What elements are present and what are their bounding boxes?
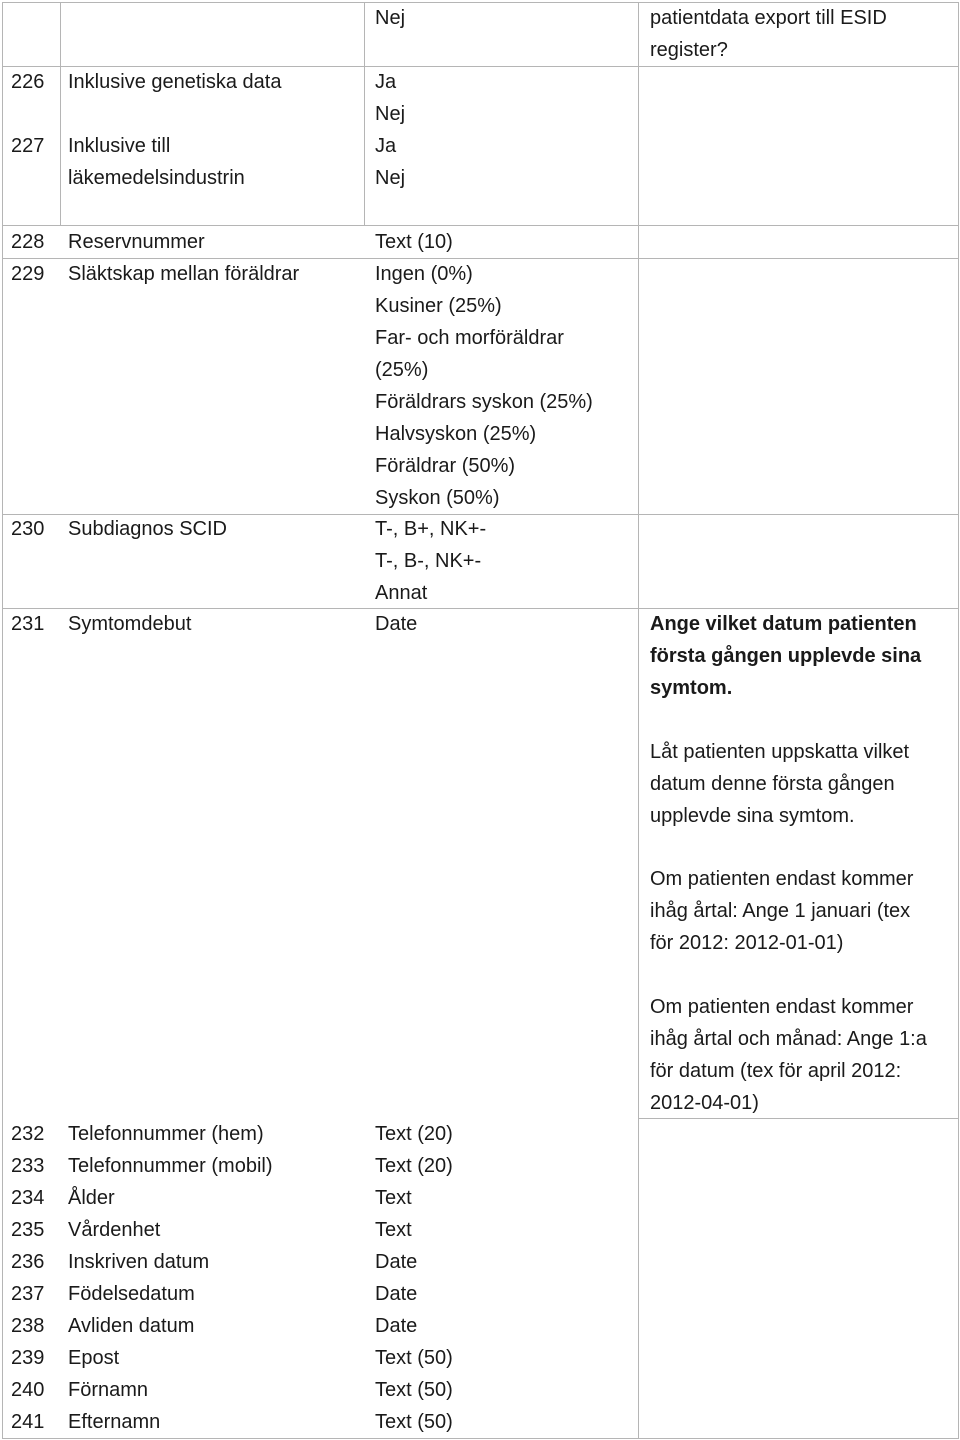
- field-type: Text (10): [375, 231, 453, 253]
- field-name: Födelsedatum: [68, 1283, 195, 1305]
- field-option: Nej: [375, 7, 406, 29]
- field-description: ihåg årtal och månad: Ange 1:a: [650, 1028, 927, 1050]
- field-description: Om patienten endast kommer: [650, 868, 914, 890]
- field-type: Text (50): [375, 1347, 453, 1369]
- field-type: Text: [375, 1219, 412, 1241]
- row-divider: [2, 1438, 959, 1439]
- field-description-bold: Ange vilket datum patienten: [650, 613, 917, 635]
- field-description-bold: första gången upplevde sina: [650, 645, 922, 667]
- field-option: Far- och morföräldrar: [375, 327, 564, 349]
- field-type: Date: [375, 1315, 418, 1337]
- field-description: patientdata export till ESID: [650, 7, 887, 29]
- field-description: upplevde sina symtom.: [650, 805, 855, 827]
- field-description: för datum (tex för april 2012:: [650, 1060, 902, 1082]
- field-name: Avliden datum: [68, 1315, 195, 1337]
- field-option: Ingen (0%): [375, 263, 473, 285]
- row-number: 232: [11, 1123, 45, 1145]
- row-number: 234: [11, 1187, 45, 1209]
- field-option: Kusiner (25%): [375, 295, 502, 317]
- row-number: 227: [11, 135, 45, 157]
- field-option: (25%): [375, 359, 429, 381]
- column-divider-3: [638, 2, 639, 1439]
- row-number: 240: [11, 1379, 45, 1401]
- field-type: Text (50): [375, 1379, 453, 1401]
- field-name: Ålder: [68, 1187, 115, 1209]
- row-number: 236: [11, 1251, 45, 1273]
- row-number: 239: [11, 1347, 45, 1369]
- field-option: Syskon (50%): [375, 487, 500, 509]
- field-name: Telefonnummer (mobil): [68, 1155, 273, 1177]
- field-name: Inskriven datum: [68, 1251, 210, 1273]
- column-divider-1: [60, 2, 61, 226]
- field-name: läkemedelsindustrin: [68, 167, 245, 189]
- row-number: 226: [11, 71, 45, 93]
- field-description: 2012-04-01): [650, 1092, 759, 1114]
- field-name: Släktskap mellan föräldrar: [68, 263, 300, 285]
- field-name: Reservnummer: [68, 231, 205, 253]
- field-option: Nej: [375, 167, 406, 189]
- row-number: 230: [11, 518, 45, 540]
- field-name: Inklusive genetiska data: [68, 71, 282, 93]
- field-option: Föräldrar (50%): [375, 455, 516, 477]
- field-option: T-, B-, NK+-: [375, 550, 482, 572]
- field-option: Nej: [375, 103, 406, 125]
- field-description: Om patienten endast kommer: [650, 996, 914, 1018]
- field-option: Ja: [375, 71, 397, 93]
- field-option: Ja: [375, 135, 397, 157]
- field-type: Text (20): [375, 1155, 453, 1177]
- row-number: 231: [11, 613, 45, 635]
- field-type: Text (20): [375, 1123, 453, 1145]
- field-description: för 2012: 2012-01-01): [650, 932, 844, 954]
- field-option: T-, B+, NK+-: [375, 518, 487, 540]
- field-description: datum denne första gången: [650, 773, 895, 795]
- field-type: Date: [375, 613, 418, 635]
- field-name: Subdiagnos SCID: [68, 518, 227, 540]
- field-name: Inklusive till: [68, 135, 171, 157]
- field-option: Föräldrars syskon (25%): [375, 391, 593, 413]
- field-name: Symtomdebut: [68, 613, 192, 635]
- field-type: Date: [375, 1251, 418, 1273]
- row-number: 228: [11, 231, 45, 253]
- column-divider-2: [364, 2, 365, 226]
- field-option: Annat: [375, 582, 428, 604]
- field-description-bold: symtom.: [650, 677, 733, 699]
- table-border-right: [958, 2, 959, 1439]
- row-number: 241: [11, 1411, 45, 1433]
- field-type: Date: [375, 1283, 418, 1305]
- field-type: Text (50): [375, 1411, 453, 1433]
- field-name: Epost: [68, 1347, 120, 1369]
- field-option: Halvsyskon (25%): [375, 423, 537, 445]
- table-border-left: [2, 2, 3, 1439]
- row-number: 238: [11, 1315, 45, 1337]
- row-number: 229: [11, 263, 45, 285]
- row-number: 235: [11, 1219, 45, 1241]
- field-description: register?: [650, 39, 728, 61]
- field-description: ihåg årtal: Ange 1 januari (tex: [650, 900, 911, 922]
- field-name: Förnamn: [68, 1379, 149, 1401]
- row-number: 233: [11, 1155, 45, 1177]
- field-name: Vårdenhet: [68, 1219, 161, 1241]
- field-name: Efternamn: [68, 1411, 161, 1433]
- field-description: Låt patienten uppskatta vilket: [650, 741, 910, 763]
- field-name: Telefonnummer (hem): [68, 1123, 264, 1145]
- row-number: 237: [11, 1283, 45, 1305]
- field-type: Text: [375, 1187, 412, 1209]
